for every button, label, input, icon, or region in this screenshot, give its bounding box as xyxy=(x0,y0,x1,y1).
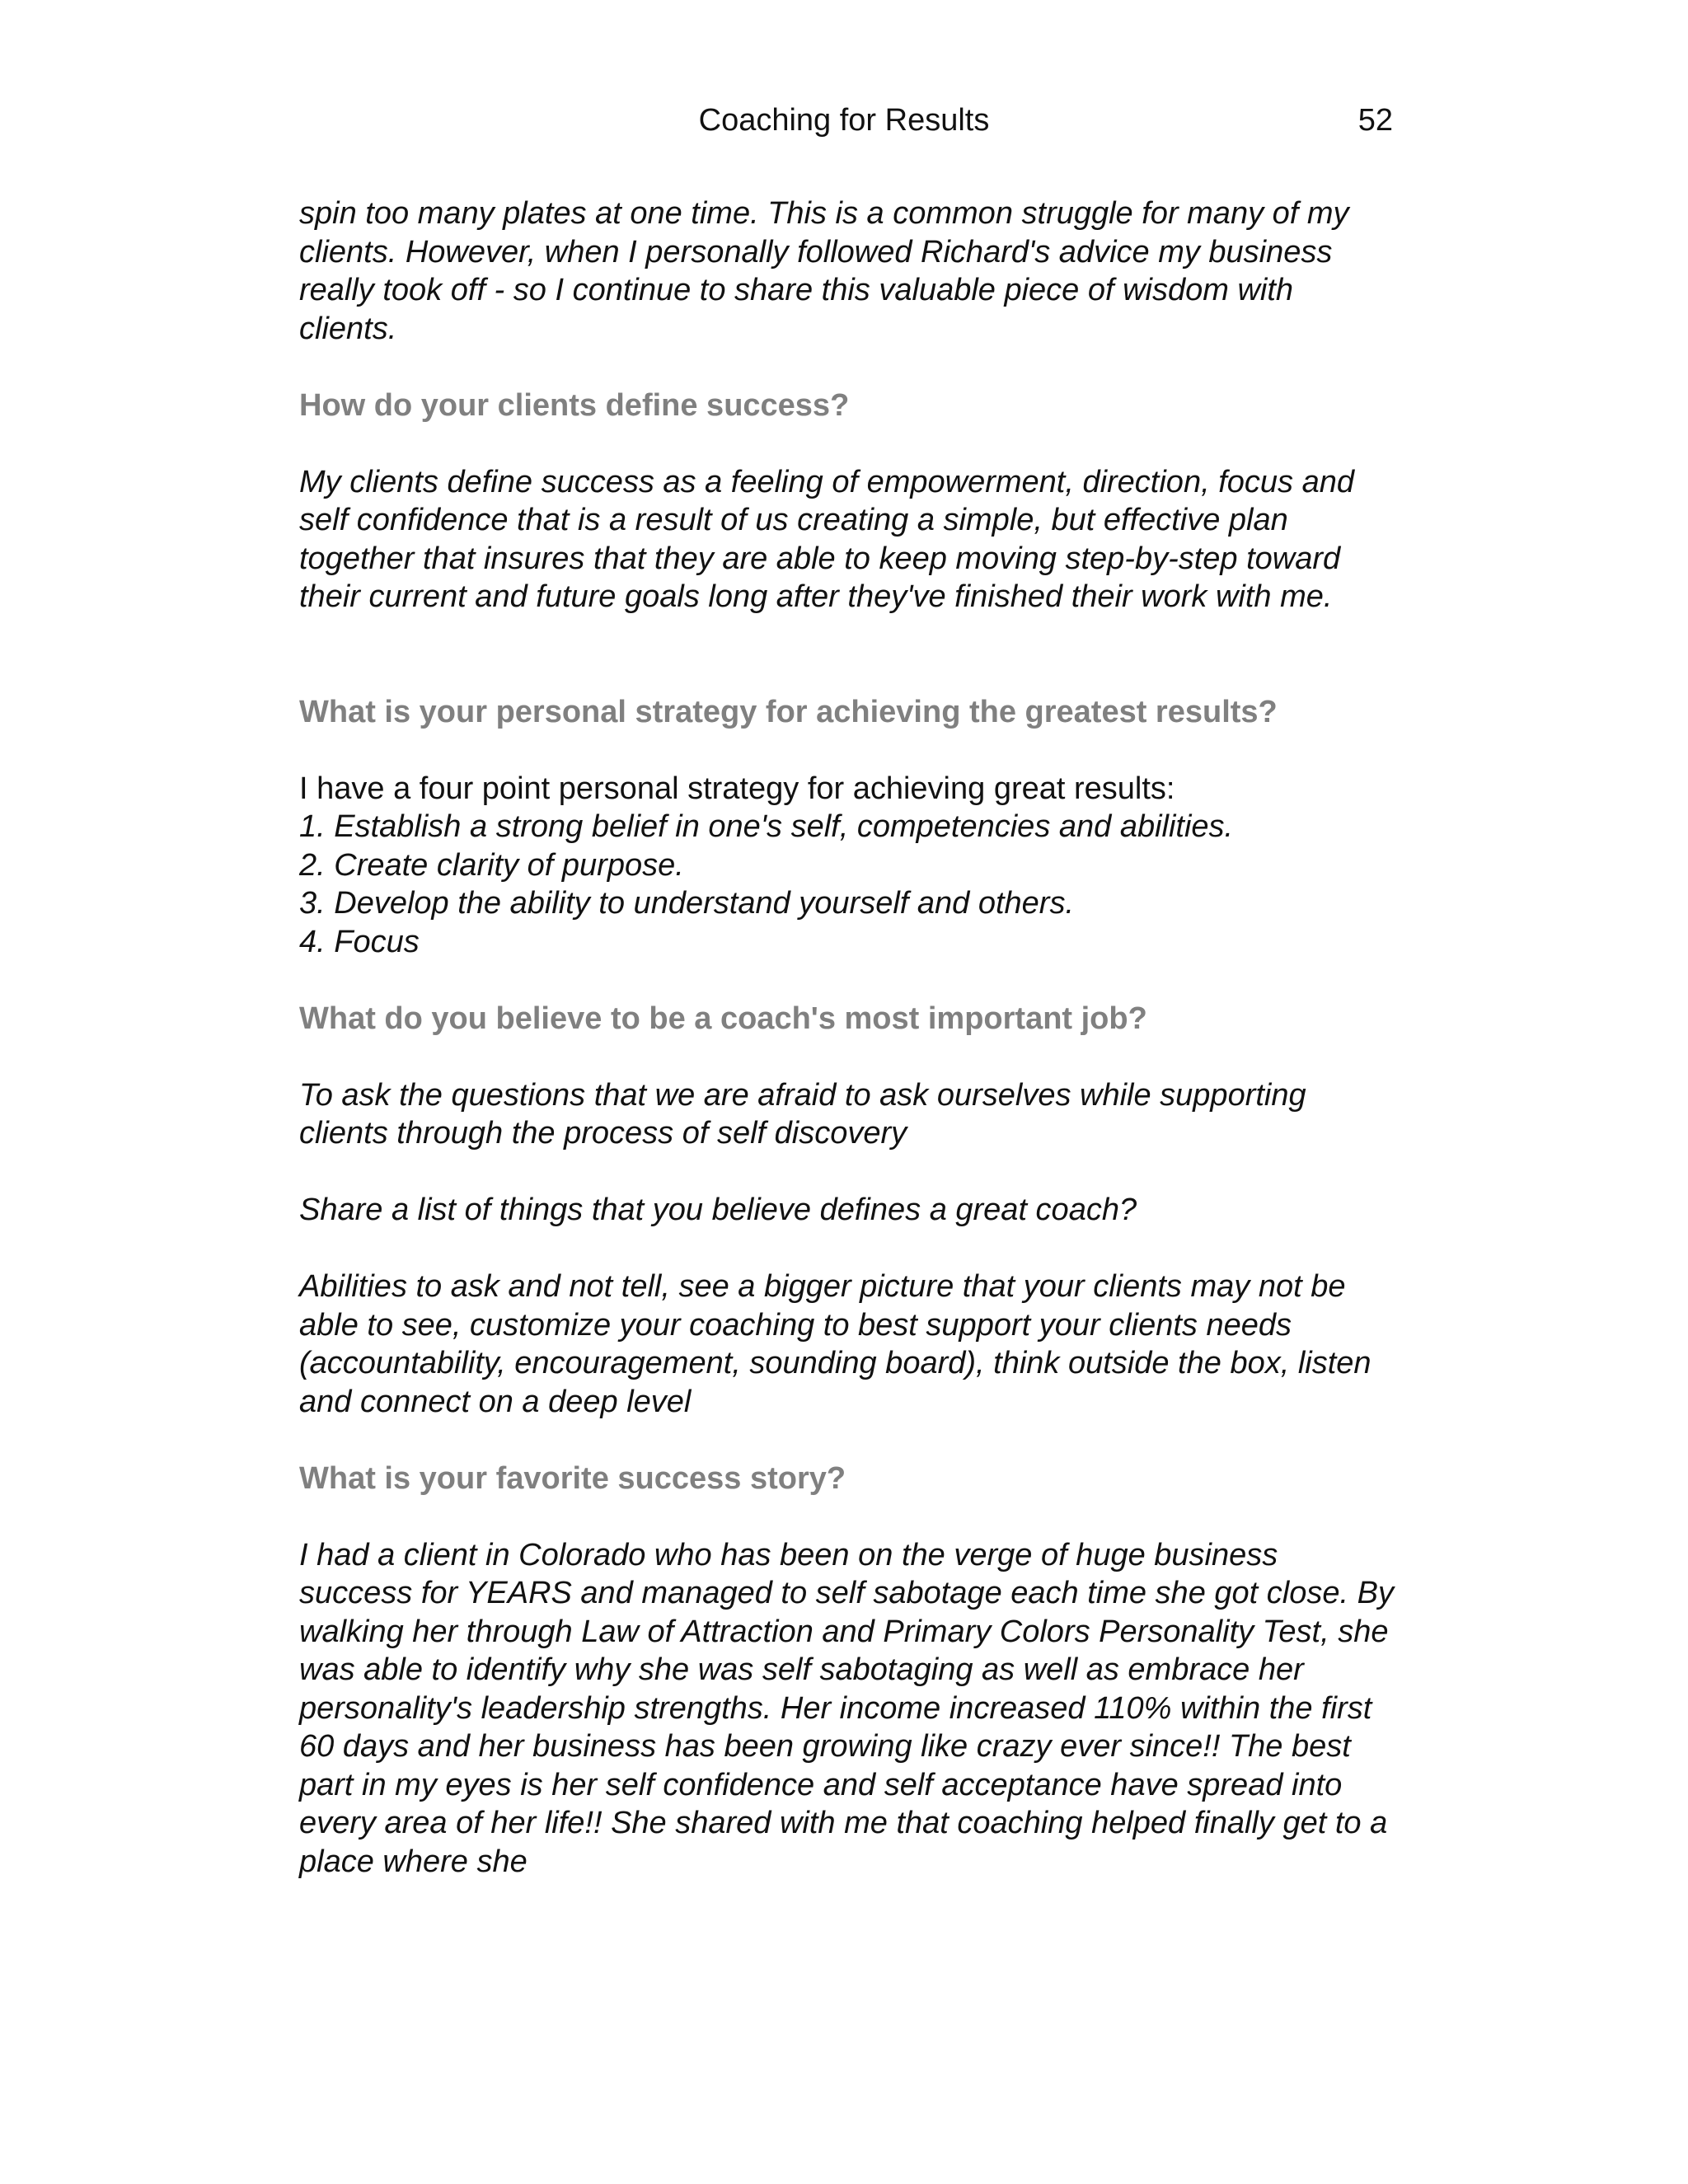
answer-paragraph: My clients define success as a feeling of empowerment, direction, focus and self confidence that is a result of us creating a simple, but effective plan together that insures that they are able to keep moving step-by-step toward their current and future goals long after they've finished their work with me. xyxy=(299,464,1354,614)
answer-paragraph: To ask the questions that we are afraid to ask ourselves while supporting clients through the process of self discovery xyxy=(299,1077,1306,1151)
page-content xyxy=(299,194,1395,1881)
list-item: 2. Create clarity of purpose. xyxy=(299,847,684,883)
answer-paragraph: Abilities to ask and not tell, see a bigger picture that your clients may not be able to see, customize your coaching to best support your clients needs (accountability, encouragement, sounding board), think outside the box, listen and connect on a deep level xyxy=(299,1269,1372,1419)
answer-paragraph: I had a client in Colorado who has been on the verge of huge business success for YEARS and managed to self sabotage each time she got close. By walking her through Law of Attraction and Primary Colors Personality Test, she was able to identify why she was self sabotaging as well as embrace her personality's leadership strengths. Her income increased 110% within the first 60 days and her business has been growing like crazy ever since!! The best part in my eyes is her self confidence and self acceptance have spread into every area of her life!! She shared with me that coaching helped finally get to a place where she xyxy=(299,1537,1394,1879)
answer-intro: I have a four point personal strategy for achieving great results: xyxy=(299,771,1175,806)
question-heading: How do your clients define success? xyxy=(299,387,850,423)
list-item: 4. Focus xyxy=(299,924,420,959)
list-item: 3. Develop the ability to understand yourself and others. xyxy=(299,886,1075,921)
list-item: 1. Establish a strong belief in one's self, competencies and abilities. xyxy=(299,809,1234,844)
running-header xyxy=(0,97,1688,143)
page-number: 52 xyxy=(1357,103,1393,138)
question-heading: What is your favorite success story? xyxy=(299,1460,846,1496)
question-text: Share a list of things that you believe defines a great coach? xyxy=(299,1193,1137,1227)
question-heading: What do you believe to be a coach's most important job? xyxy=(299,1001,1147,1036)
strategy-list xyxy=(299,808,1395,961)
intro-paragraph: spin too many plates at one time. This is a common struggle for many of my clients. However, when I personally followed Richard's advice my business really took off - so I continue to share this valuable piece of wisdom with clients. xyxy=(299,196,1349,346)
running-title: Coaching for Results xyxy=(698,103,990,138)
question-heading: What is your personal strategy for achieving the greatest results? xyxy=(299,694,1278,729)
